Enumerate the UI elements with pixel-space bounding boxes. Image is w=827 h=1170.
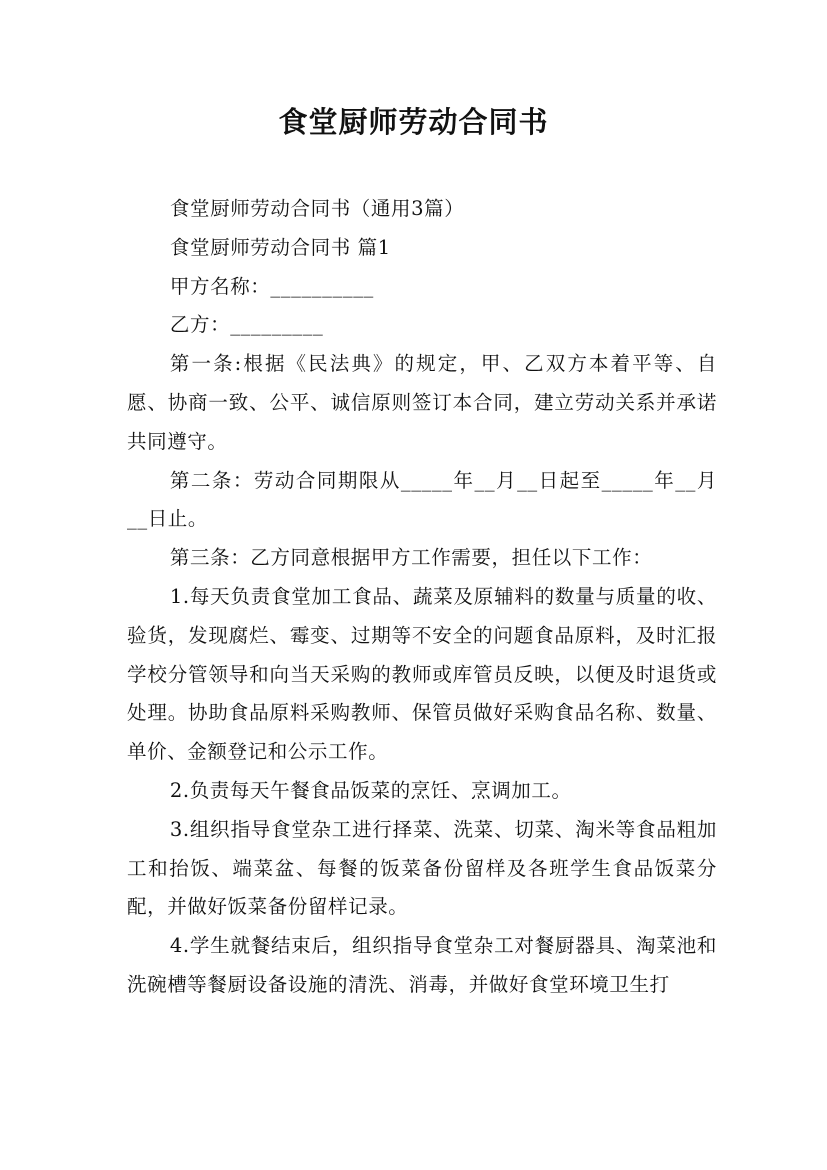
paragraph-section-heading: 食堂厨师劳动合同书 篇1 [169, 235, 391, 259]
paragraph-duty-4: 4.学生就餐结束后，组织指导食堂杂工对餐厨器具、淘菜池和洗碗槽等餐厨设备设施的清洗、消毒，并做好食堂环境卫生打 [127, 934, 717, 996]
document-body [127, 190, 717, 1005]
document-title: 食堂厨师劳动合同书 [278, 105, 549, 139]
paragraph-duty-1: 1.每天负责食堂加工食品、蔬菜及原辅料的数量与质量的收、验货，发现腐烂、霉变、过期等不安全的问题食品原料，及时汇报学校分管领导和向当天采购的教师或库管员反映，以便及时退货或处理。协助食品原料采购教师、保管员做好采购食品名称、数量、单价、金额登记和公示工作。 [127, 584, 717, 764]
paragraph-party-a: 甲方名称：__________ [169, 274, 374, 298]
paragraph-article-2: 第二条：劳动合同期限从_____年__月__日起至_____年__月__日止。 [127, 468, 717, 531]
paragraph-article-1: 第一条:根据《民法典》的规定，甲、乙双方本着平等、自愿、协商一致、公平、诚信原则签订本合同，建立劳动关系并承诺共同遵守。 [127, 352, 717, 453]
paragraph-party-b: 乙方：_________ [169, 313, 324, 337]
paragraph-duty-3: 3.组织指导食堂杂工进行择菜、洗菜、切菜、淘米等食品粗加工和抬饭、端菜盆、每餐的饭菜备份留样及各班学生食品饭菜分配，并做好饭菜备份留样记录。 [127, 817, 717, 919]
paragraph-duty-2: 2.负责每天午餐食品饭菜的烹饪、烹调加工。 [169, 778, 572, 802]
paragraph-subtitle: 食堂厨师劳动合同书（通用3篇） [169, 197, 465, 220]
paragraph-article-3: 第三条：乙方同意根据甲方工作需要，担任以下工作： [169, 546, 653, 570]
